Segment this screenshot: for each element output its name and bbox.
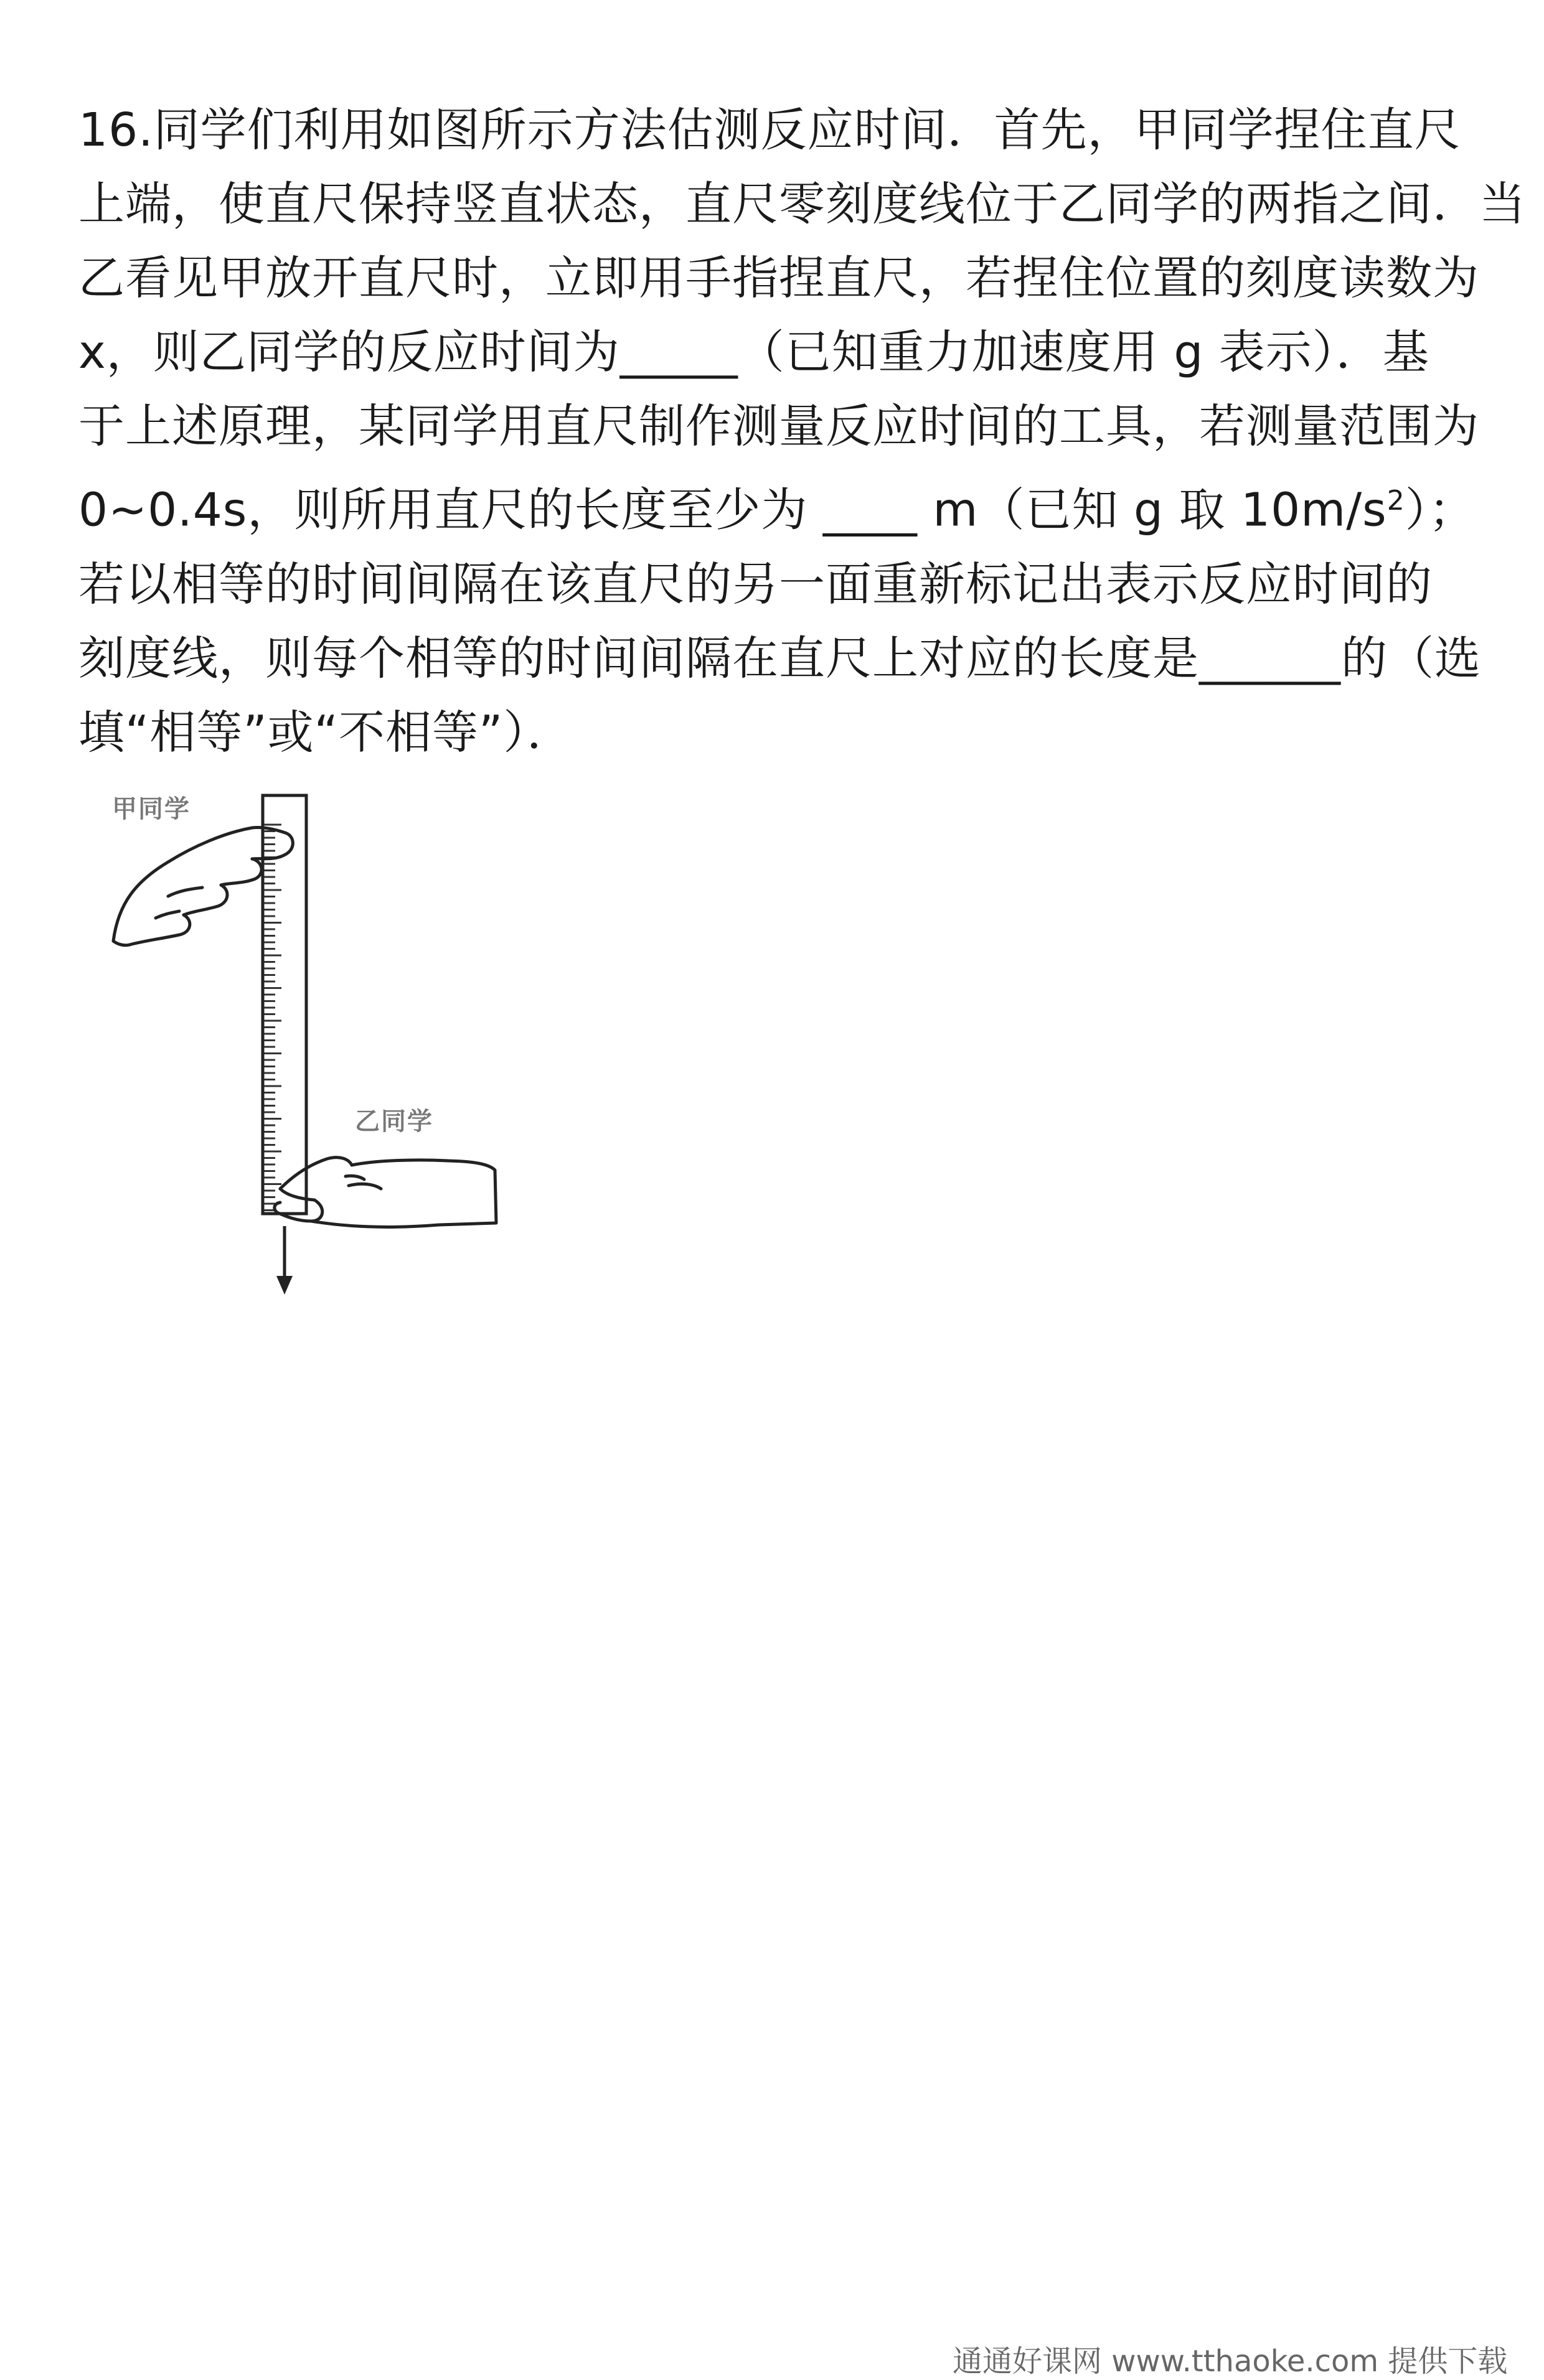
superscript-2: 2 xyxy=(1386,485,1405,517)
question-line-4: x，则乙同学的反应时间为_____（已知重力加速度用 g 表示）．基 xyxy=(78,326,1429,379)
question-line-6-main: 0~0.4s，则所用直尺的长度至少为 ____ m（已知 g 取 10m/s xyxy=(78,483,1387,537)
question-line-1: 16.同学们利用如图所示方法估测反应时间．首先，甲同学捏住直尺 xyxy=(78,103,1461,157)
question-line-5: 于上述原理，某同学用直尺制作测量反应时间的工具，若测量范围为 xyxy=(78,400,1479,453)
watermark-footer: 通通好课网 www.tthaoke.com 提供下载 xyxy=(953,2344,1508,2379)
ruler-figure xyxy=(100,778,535,1326)
question-line-6-end: ）； xyxy=(1405,483,1476,537)
question-line-6 xyxy=(78,464,1498,548)
ruler-illustration xyxy=(100,778,535,1326)
label-yi: 乙同学 xyxy=(355,1107,433,1136)
question-line-9: 填“相等”或“不相等”）． xyxy=(78,705,574,759)
question-line-8: 刻度线，则每个相等的时间间隔在直尺上对应的长度是______的（选 xyxy=(78,631,1481,685)
question-text xyxy=(78,93,1526,770)
question-line-3: 乙看见甲放开直尺时，立即用手指捏直尺，若捏住位置的刻度读数为 xyxy=(78,251,1479,305)
down-arrow-icon xyxy=(276,1226,293,1295)
question-line-2: 上端，使直尺保持竖直状态，直尺零刻度线位于乙同学的两指之间．当 xyxy=(78,177,1526,231)
label-jia: 甲同学 xyxy=(112,795,191,823)
question-line-7: 若以相等的时间间隔在该直尺的另一面重新标记出表示反应时间的 xyxy=(78,557,1433,611)
